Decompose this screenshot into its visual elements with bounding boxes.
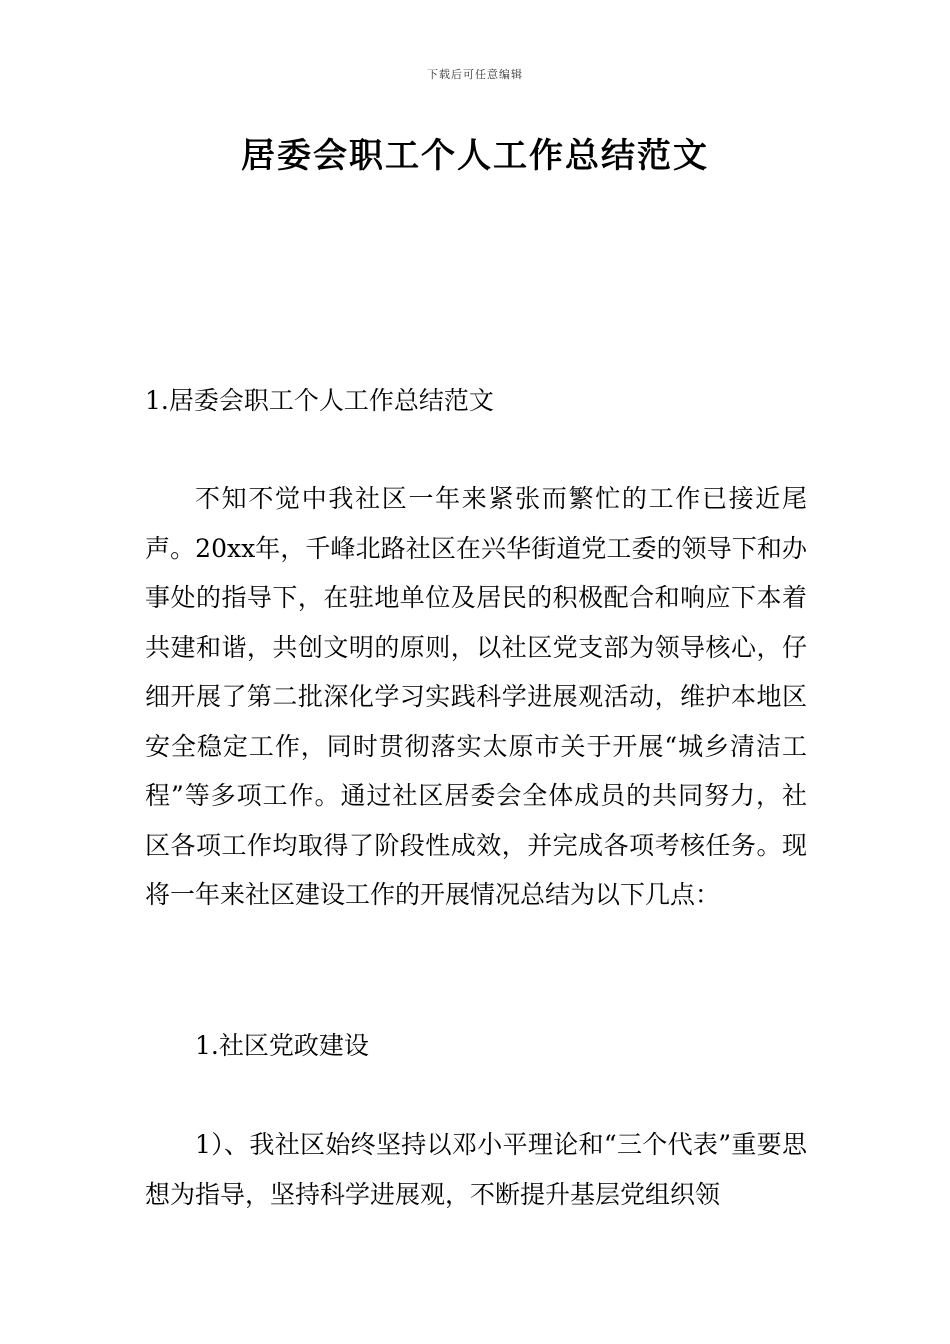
- paragraph-party-building: 1）、我社区始终坚持以邓小平理论和“三个代表”重要思想为指导，坚持科学进展观，不断提升基层党组织领: [145, 1130, 807, 1209]
- paragraph-intro: 不知不觉中我社区一年来紧张而繁忙的工作已接近尾声。20xx年，千峰北路社区在兴华街道党工委的领导下和办事处的指导下，在驻地单位及居民的积极配合和响应下本着共建和谐，共创文明的原则，以社区党支部为领导核心，仔细开展了第二批深化学习实践科学进展观活动，维护本地区安全稳定工作，同时贯彻落实太原市关于开展“城乡清洁工程”等多项工作。通过社区居委会全体成员的共同努力，社区各项工作均取得了阶段性成效，并完成各项考核任务。现将一年来社区建设工作的开展情况总结为以下几点：: [145, 484, 807, 909]
- header-note: 下载后可任意编辑: [427, 68, 523, 81]
- subheading-party-building: 1.社区党政建设: [195, 1031, 369, 1060]
- document-title: 居委会职工个人工作总结范文: [241, 136, 709, 176]
- section-heading: 1.居委会职工个人工作总结范文: [145, 386, 494, 415]
